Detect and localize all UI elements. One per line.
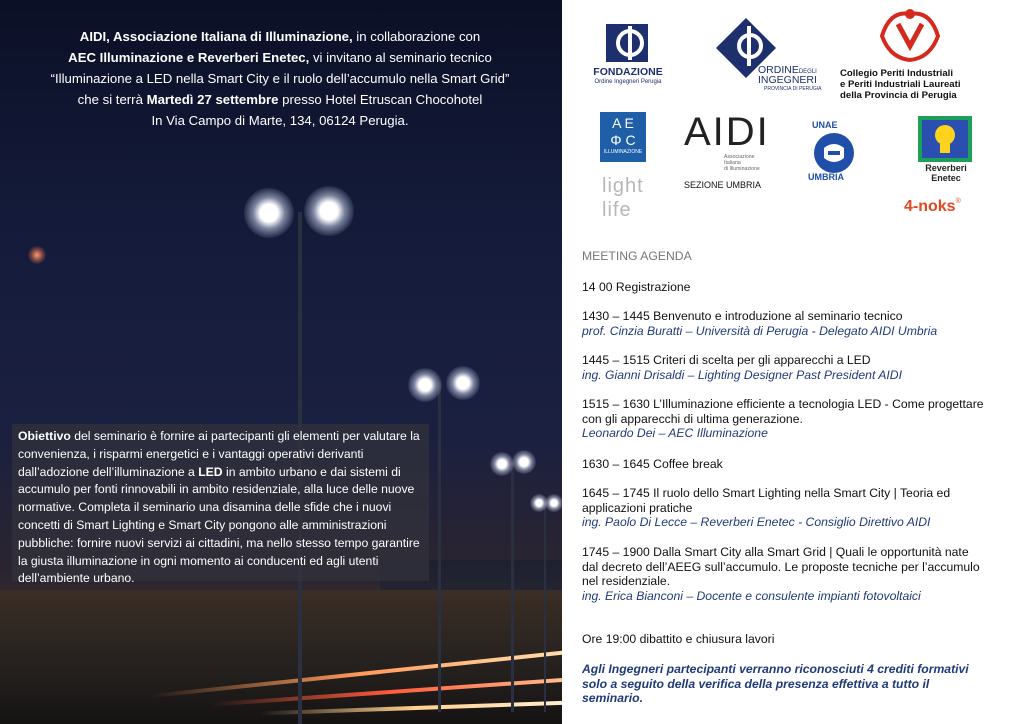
street-pole	[544, 502, 546, 712]
street-pole	[511, 462, 514, 712]
intro-line-3: “Illuminazione a LED nella Smart City e il ruolo dell’accumulo nella Smart Grid”	[50, 71, 510, 86]
intro-line-4: che si terrà Martedì 27 settembre presso Hotel Etruscan Chocohotel	[77, 92, 483, 107]
intro-line-2: AEC Illuminazione e Reverberi Enetec, vi invitano al seminario tecnico	[68, 50, 492, 65]
aec-logo	[598, 112, 648, 226]
intro-line-5: In Via Campo di Marte, 134, 06124 Perugia.	[151, 113, 409, 128]
objective-text: Obiettivo del seminario è fornire ai partecipanti gli elementi per valutare la convenienza, i risparmi energetici e i vantaggi operativi derivanti dall’adozione dell’illuminazione a LED in ambito urbano e dai sistemi di accumulo per fonti rinnovabili in ambito residenziale, alla luce delle nuove normative. Completa il seminario una disamina delle sfide che i nuovi concetti di Smart Lighting e Smart City pongono alle amministrazioni pubbliche: fornire nuovi servizi ai cittadini, ma nello stesso tempo garantire la giusta illuminazione in ogni momento ai conducenti ed agli utenti dell’ambiente urbano.	[18, 429, 420, 586]
street-lamp	[490, 452, 514, 476]
collegio-periti-logo	[836, 6, 986, 102]
street-lamp	[304, 186, 354, 236]
aidi-logo	[684, 112, 784, 196]
agenda-item-5: 1645 – 1745 Il ruolo dello Smart Lighting nella Smart City | Teoria ed applicazioni pratiche ing. Paolo Di Lecce – Reverberi Enetec - Consiglio Direttivo AIDI	[582, 486, 951, 530]
agenda-item-registrazione: 14 00 Registrazione	[582, 280, 691, 294]
street-lamp	[446, 366, 480, 400]
reverberi-logo	[914, 116, 974, 188]
agenda-item-1: 1430 – 1445 Benvenuto e introduzione al seminario tecnico prof. Cinzia Buratti – Università di Perugia - Delegato AIDI Umbria	[582, 309, 938, 338]
street-lamp	[512, 450, 536, 474]
ordine-label-2: INGEGNERI	[758, 74, 817, 86]
ordine-label-3: PROVINCIA DI PERUGIA	[764, 86, 822, 92]
bulb-icon	[918, 116, 972, 162]
aidi-subtext: Associazione Italiana di Illuminazione	[724, 154, 760, 172]
aec-box: A E Φ C ILLUMINAZIONE	[600, 112, 646, 162]
fondazione-mark-icon	[588, 22, 668, 66]
ordine-label: ORDINEDEGLI	[758, 64, 817, 76]
street-lamp	[545, 494, 562, 512]
unae-label: UNAE	[812, 120, 838, 130]
agenda-item-3: 1515 – 1630 L’Illuminazione efficiente a tecnologia LED - Come progettare con gli apparecchi di ultima generazione. Leonardo Dei – AEC Illuminazione	[582, 397, 984, 441]
agenda-item-coffee: 1630 – 1645 Coffee break	[582, 457, 723, 471]
red-light	[28, 246, 46, 264]
street-pole	[438, 382, 441, 712]
fondazione-sublabel: Ordine Ingegneri Perugia	[594, 79, 662, 85]
fondazione-label: FONDAZIONE	[593, 66, 663, 78]
credits-note: Agli Ingegneri partecipanti verranno riconosciuti 4 crediti formativi solo a seguito della verifica della presenza effettiva a tutto il seminario.	[582, 662, 969, 706]
reverberi-label: Reverberi Enetec	[925, 163, 967, 183]
collegio-text: Collegio Periti Industriali e Periti Industriali Laureati della Provincia di Perugia	[840, 68, 961, 101]
unae-umbria-logo	[804, 120, 864, 186]
intro-line-1: AIDI, Associazione Italiana di Illuminazione, in collaborazione con	[79, 29, 481, 44]
street-lamp	[244, 188, 294, 238]
street-lamp	[408, 368, 442, 402]
ordine-ingegneri-logo	[714, 16, 824, 96]
4noks-wordmark: 4-noks	[904, 198, 956, 215]
agenda-title: MEETING AGENDA	[582, 249, 692, 263]
invitation-text	[30, 26, 530, 131]
lightlife-text: light life	[602, 175, 644, 221]
umbria-label: UMBRIA	[808, 172, 844, 182]
4noks-logo: 4-noks®	[904, 198, 961, 215]
collegio-crest-icon	[870, 6, 950, 64]
fondazione-logo	[588, 22, 668, 92]
agenda-item-6: 1745 – 1900 Dalla Smart City alla Smart Grid | Quali le opportunità nate dal decreto dell’AEEG sull’accumulo. Le proposte tecniche per l’accumulo nel residenziale. ing. Erica Bianconi – Docente e consulente impianti fotovoltaici	[582, 545, 980, 604]
aidi-wordmark: AIDI	[684, 110, 770, 154]
agenda-item-closing: Ore 19:00 dibattito e chiusura lavori	[582, 632, 775, 646]
sezione-umbria: SEZIONE UMBRIA	[684, 180, 762, 190]
agenda-item-2: 1445 – 1515 Criteri di scelta per gli apparecchi a LED ing. Gianni Drisaldi – Lighting Designer Past President AIDI	[582, 353, 902, 382]
